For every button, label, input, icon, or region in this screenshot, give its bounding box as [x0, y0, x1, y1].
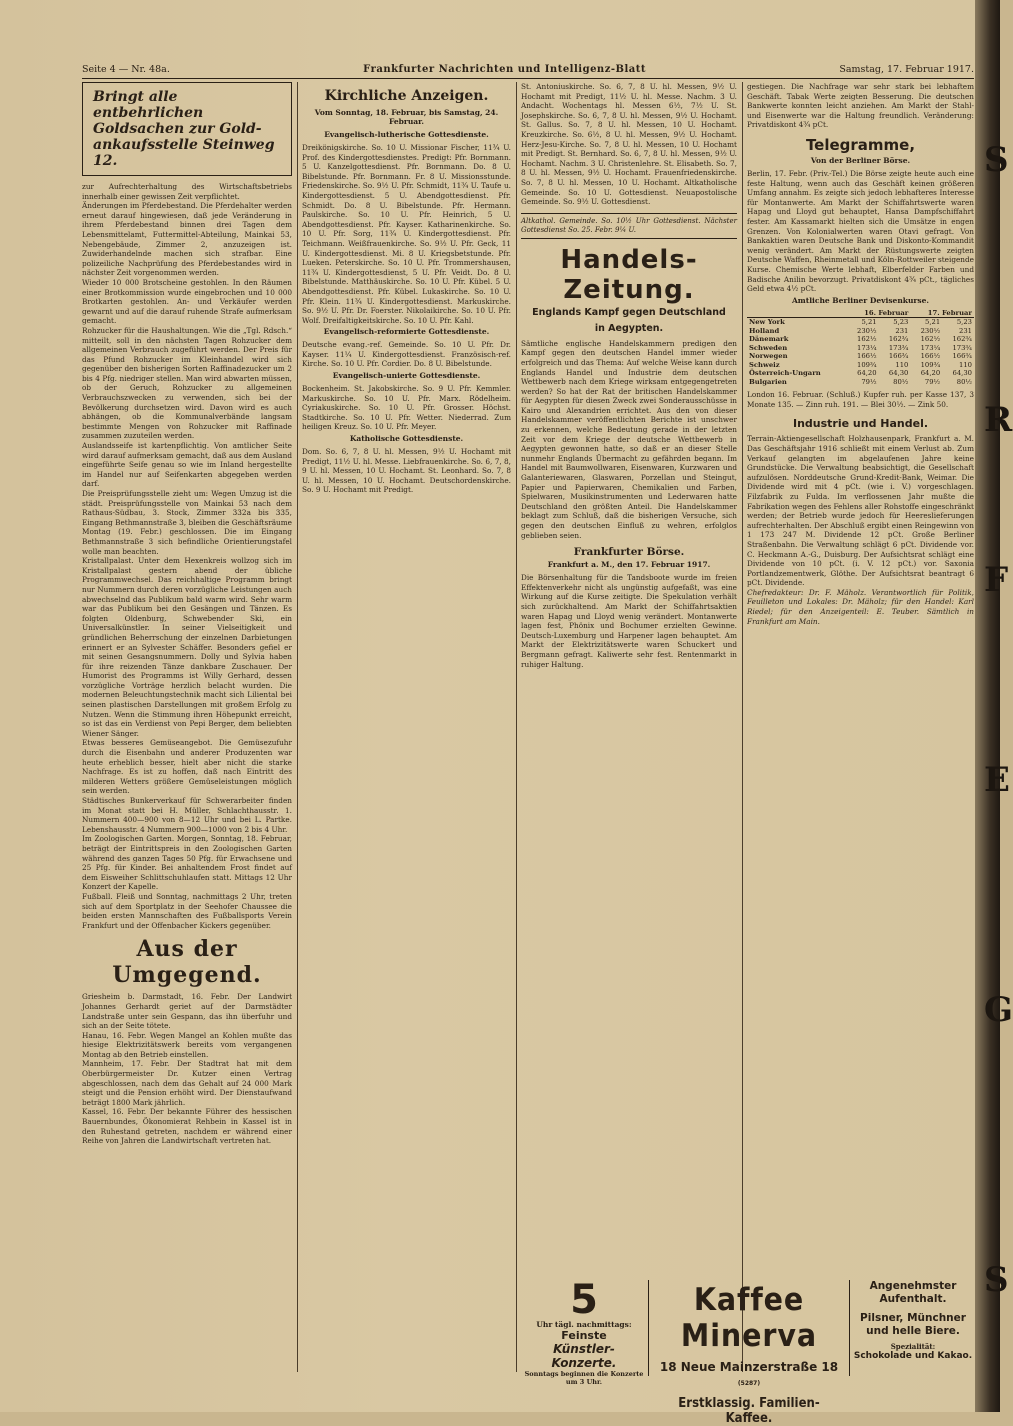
- section-title: Katholische Gottesdienste.: [349, 434, 464, 444]
- telegramme-subhead: Von der Berliner Börse.: [810, 155, 911, 165]
- table-cell: 231: [959, 326, 972, 335]
- impressum: Chefredakteur: Dr. F. Mäholz. Verantwortlich für Politik, Feuilleton und Lokales: Dr. Mäholz; für den Handel: Karl Riedel; für den Anzeigenteil: E. Teuber. Sämtlich in Frankfurt am Main.: [747, 587, 974, 626]
- table-cell: 166¾: [888, 352, 909, 361]
- article-text: Sämtliche englische Handelskammern predigen den Kampf gegen den deutschen Handel immer wieder erfolgreich und das Thema: Auf welche Weise kann durch Englands Handel und Industrie dem deutschen Wettbewerb nach dem Kriege wirksam entgegengetreten werden? So hat der Rat der britischen Handelskammer für Aegypten für diesen Zweck zwei Sonderausschüsse in Kairo und Alexandrien errichtet. Aus den von dieser Handelskammer veröffentlichten Berichte ist unschwer zu erkennen, welche Bedeutung gerade in der letzten Zeit vor dem Kriege der deutsche Wettbewerb in Aegypten gewonnen hatte, so daß er an dieser Stelle nunmehr Englands Übermacht zu gefährden begann. Im Handel mit Baumwollwaren, Eisenwaren, Kurzwaren und Galanteriewaren, Glaswaren, Porzellan und Steingut, Papier und Papierwaren, Chemikalien und Farben, Spielwaren, Musikinstrumenten und Lederwaren hatte Deutschland den größten Anteil. Die Handelskammer beklagt zum Schluß, daß die bisherigen Versuche, sich gegen den deutschen Einfluß zu wehren, erfolglos geblieben seien.: [521, 338, 737, 540]
- table-cell: Bulgarien: [749, 377, 787, 386]
- table-cell: 230½: [920, 326, 941, 335]
- church-notice: Altkathol. Gemeinde. So. 10½ Uhr Gottesdienst. Nächster Gottesdienst So. 25. Febr. 9¼ U.: [521, 213, 737, 239]
- table-header: 16. Februar: [847, 309, 911, 318]
- concert-ad: [524, 1277, 644, 1386]
- ad-line: Spezialität:: [890, 1342, 936, 1351]
- article-text: zur Aufrechterhaltung des Wirtschaftsbetriebs innerhalb einer gewissen Zeit verpflichtet.: [82, 182, 292, 201]
- table-cell: 162½: [920, 335, 941, 344]
- kurs-table-title: Amtliche Berliner Devisenkurse.: [791, 295, 929, 305]
- boerse-heading: Frankfurter Börse.: [573, 546, 685, 559]
- church-listing: Deutsche evang.-ref. Gemeinde. So. 10 U. Pfr. Dr. Kayser. 11¼ U. Kindergottesdienst. Französisch-ref. Kirche. So. 10 U. Pfr. Cordier. Do. 8 U. Bibelstunde.: [302, 340, 511, 369]
- edge-glyph: E: [984, 760, 1010, 800]
- edge-glyph: R: [984, 400, 1013, 440]
- article-text: Die Börsenhaltung für die Tandsboote wurde im freien Effektenverkehr nicht als ungünstig aufgefaßt, was eine Wirkung auf die Kurse zeitigte. Die Spekulation verhält sich zurückhaltend. Am Markt der Schiffahrtsaktien waren Hapag und Lloyd wenig verändert. Montanwerte lagen fest, Phönix und Bochumer erzielten Gewinne. Deutsch-Luxemburg und Harpener lagen behauptet. Am Markt der Elektrizitätswerte waren Schuckert und Bergmann gefragt. Kaliwerte sehr fest. Rentenmarkt in ruhiger Haltung.: [521, 573, 737, 669]
- gold-ad-line: Bringt alle entbehrlichen: [93, 89, 204, 121]
- concert-ad-sunday: Sonntags beginnen die Konzerte um 3 Uhr.: [524, 1370, 644, 1386]
- article-text: Fußball. Fleiß und Sonntag, nachmittags 2 Uhr, treten sich auf dem Sportplatz in der Seehofer Chaussee die beiden ersten Mannschaften des Fußballsports Verein Frankfurt und der Offenbacher Kickers gegenüber.: [82, 891, 292, 930]
- table-cell: 79½: [924, 377, 941, 386]
- table-row: [747, 344, 974, 353]
- edge-glyph: F: [984, 560, 1009, 600]
- table-cell: 231: [895, 326, 909, 335]
- concert-ad-number: 5: [570, 1277, 598, 1323]
- ad-code: (5287): [737, 1380, 761, 1387]
- article-text: Etwas besseres Gemüseangebot. Die Gemüsezufuhr durch die Eisenbahn und anderer Produzenten war heute erheblich besser, hielt aber nicht die starke Nachfrage. Es ist zu hoffen, daß nach Eintritt des milderen Wetters größere Gemüseleistungen möglich sein werden.: [82, 738, 292, 796]
- table-cell: Österreich-Ungarn: [749, 369, 821, 378]
- article-text: Die Preisprüfungsstelle zieht um: Wegen Umzug ist die städt. Preisprüfungsstelle von Mainkai 53 nach dem Rathaus-Südbau, 3. Stock, Zimmer 332a bis 335, Eingang Bethmannstraße 3, bleiben die Geschäftsräume Montag (19. Febr.) geschlossen. Die im Eingang Bethmannstraße 3 sich befindliche Orientierungstafel wolle man beachten.: [82, 489, 292, 556]
- cafe-address: 18 Neue Mainzerstraße 18: [659, 1360, 839, 1374]
- article-text: Mannheim, 17. Febr. Der Stadtrat hat mit dem Oberbürgermeister Dr. Kutzer einen Vertrag abgeschlossen, nach dem das Gehalt auf 24 000 Mark steigt und die Pension erhöht wird. Der Dienstaufwand beträgt 1800 Mark jährlich.: [82, 1059, 292, 1107]
- article-text: Berlin, 17. Febr. (Priv.-Tel.) Die Börse zeigte heute auch eine feste Haltung, wenn auch das Geschäft keinen größeren Umfang annahm. Es zeigte sich jedoch lebhafteres Interesse für Montanwerte. Am Markt der Schiffahrtswerte waren Hapag und Lloyd gut behauptet, Hansa Dampfschiffahrt fester. Am Kassamarkt hielten sich die Umsätze in engen Grenzen. Von Kolonialwerten waren Otavi gefragt. Von Bankaktien waren Deutsche Bank und Diskonto-Kommandit wenig verändert. Am Markt der Rüstungswerte zeigten Deutsche Waffen, Rheinmetall und Köln-Rottweiler steigende Kurse. Chemische Werte lebhaft, Elberfelder Farben und Badische Anilin bevorzugt. Privatdiskont 4¾ pCt., tägliches Geld etwa 4½ pCt.: [747, 168, 974, 294]
- column-1: [82, 82, 292, 1372]
- table-row: [747, 327, 974, 336]
- article-text: Terrain-Aktiengesellschaft Holzhausenpark, Frankfurt a. M. Das Geschäftsjahr 1916 schließt mit einem Verlust ab. Zum Verkauf gelangten im abgelaufenen Jahre keine Grundstücke. Die Verwaltung beabsichtigt, die Gesellschaft aufzulösen. Norddeutsche Grund-Kredit-Bank, Weimar. Die Dividende wird mit 4 pCt. (wie i. V.) vorgeschlagen. Filzfabrik zu Fulda. Im verflossenen Jahr mußte die Fabrikation wegen des Fehlens aller Rohstoffe eingeschränkt werden; der Betrieb wurde jedoch für Heereslieferungen aufrechterhalten. Der Abschluß ergibt einen Reingewinn von 1 173 247 M. Dividende 12 pCt. Große Berliner Straßenbahn. Die Verwaltung schlägt 6 pCt. Dividende vor. C. Heckmann A.-G., Duisburg. Der Aufsichtsrat schlägt eine Dividende von 10 pCt. (i. V. 12 pCt.) vor. Saxonia Portlandzementwerk, Glöthe. Der Aufsichtsrat beantragt 6 pCt. Dividende.: [747, 434, 974, 588]
- page-header: [82, 60, 974, 78]
- table-row: [747, 335, 974, 344]
- table-row: [747, 361, 974, 370]
- table-cell: 79½: [861, 377, 877, 386]
- table-cell: Schweden: [749, 343, 788, 352]
- table-cell: Schweiz: [749, 360, 780, 369]
- ad-line: Schokolade und Kakao.: [853, 1351, 973, 1361]
- table-header: [747, 309, 847, 318]
- section-title: Evangelisch-unierte Gottesdienste.: [332, 371, 481, 381]
- church-listing: Dreikönigskirche. So. 10 U. Missionar Fischer, 11¾ U. Prof. des Kindergottesdienstes. Predigt: Pfr. Bornmann. 5 U. Kanzelgottesdienst. Pfr. Bornmann. Do. 8 U. Bibelstunde. Pfr. Bornmann. Fr. 8 U. Missionsstunde. Friedenskirche. So. 9½ U. Pfr. Schmidt, 11¾ U. Taufe u. Kindergottesdienst. 5 U. Abendgottesdienst. Pfr. Schmidt. Do. 8 U. Bibelstunde. Pfr. Hermann. Paulskirche. So. 10 U. Pfr. Heinrich, 5 U. Abendgottesdienst. Pfr. Kayser. Katharinenkirche. So. 10 U. Pfr. Sorg, 11¾ U. Kindergottesdienst. Pfr. Teichmann. Weißfrauenkirche. So. 9½ U. Pfr. Geck, 11 U. Kindergottesdienst. Mi. 8 U. Kriegsbetstunde. Pfr. Lueken. Peterskirche. So. 10 U. Pfr. Trommershausen, 11¾ U. Kindergottesdienst, 5 U. Pfr. Veidt. Do. 8 U. Bibelstunde. Matthäuskirche. So. 10 U. Pfr. Kübel. 5 U. Abendgottesdienst. Pfr. Kübel. Lukaskirche. So. 10 U. Pfr. Klein. 11¾ U. Kindergottesdienst. Markuskirche. So. 9½ U. Pfr. Dr. Foerster. Nikolaikirche. So. 10 U. Pfr. Wolf. Dreifaltigkeitskirche. So. 10 U. Pfr. Kahl.: [302, 143, 511, 325]
- cafe-amenities-ad: [852, 1280, 974, 1376]
- table-cell: 166¾: [952, 352, 972, 361]
- church-listing: Dom. So. 6, 7, 8 U. hl. Messen, 9½ U. Hochamt mit Predigt, 11½ U. hl. Messe. Liebfrauenkirche. So. 6, 7, 8, 9 U. hl. Messen, 10 U. Hochamt. St. Leonhard. So. 7, 8 U. hl. Messen, 10 U. Hochamt. Deutschordenskirche. So. 9 U. Hochamt mit Predigt.: [302, 447, 511, 495]
- article-text: gestiegen. Die Nachfrage war sehr stark bei lebhaftem Geschäft. Tabak Werte zeigten Besserung. Die deutschen Bankwerte konnten leicht anziehen. Am Markt der Stahl- und Eisenwerte war die Haltung freundlich. Veränderung: Privatdiskont 4¾ pCt.: [747, 82, 974, 130]
- table-cell: 5,23: [956, 318, 972, 327]
- section-title: Evangelisch-reformierte Gottesdienste.: [323, 327, 490, 337]
- gold-ad-line: ankaufsstelle Steinweg 12.: [93, 137, 275, 169]
- issue-date: Samstag, 17. Februar 1917.: [839, 63, 974, 75]
- column-4: [747, 82, 974, 1274]
- industrie-heading: Industrie und Handel.: [792, 417, 929, 431]
- table-cell: 64,30: [888, 369, 909, 378]
- table-row: [747, 318, 974, 327]
- article-text: Auslandsseife ist kartenpflichtig. Von amtlicher Seite wird darauf aufmerksam gemacht, daß aus dem Ausland eingeführte Seife genau so wie im Inland hergestellte im Handel nur auf Seifenkarten abgegeben werden darf.: [82, 441, 292, 489]
- concert-ad-feinste: Feinste: [561, 1329, 607, 1342]
- edge-glyph: G: [984, 990, 1013, 1030]
- concert-ad-title: Künstler-Konzerte.: [551, 1342, 617, 1370]
- table-cell: 5,21: [925, 318, 941, 327]
- table-cell: 80½: [893, 377, 909, 386]
- table-cell: Holland: [749, 326, 780, 335]
- column-3: [521, 82, 737, 1274]
- table-cell: 5,21: [861, 318, 877, 327]
- table-cell: 162½: [857, 335, 877, 344]
- exchange-rate-table: [747, 309, 974, 387]
- table-cell: 230½: [857, 326, 877, 335]
- ad-line: Aufenthalt.: [879, 1293, 947, 1305]
- table-cell: 173¾: [952, 343, 972, 352]
- table-cell: 110: [959, 360, 972, 369]
- ad-line: und helle Biere.: [866, 1325, 960, 1337]
- article-text: Städtisches Bunkerverkauf für Schwerarbeiter finden im Monat statt bei H. Müller, Schlachthausstr. 1. Nummern 400—900 von 8—12 Uhr und bei L. Partke. Lebenshausstr. 4 Nummern 900—1000 von 2 bis 4 Uhr.: [82, 796, 292, 834]
- table-cell: Dänemark: [749, 335, 789, 344]
- table-cell: 173¼: [857, 343, 877, 352]
- table-cell: New York: [749, 318, 785, 327]
- table-cell: 64,20: [857, 369, 877, 378]
- church-listing: St. Antoniuskirche. So. 6, 7, 8 U. hl. Messen, 9½ U. Hochamt mit Predigt, 11½ U. hl. Messe. Nachm. 3 U. Andacht. Wochentags hl. Messen 6½, 7½ U. St. Josephskirche. So. 6, 7, 8 U. hl. Messen, 9½ U. Hochamt. St. Gallus. So. 7, 8 U. hl. Messen, 10 U. Hochamt. Kreuzkirche. So. 6½, 8 U. hl. Messen, 9½ U. Hochamt. Herz-Jesu-Kirche. So. 7, 8 U. hl. Messen, 10 U. Hochamt mit Predigt. St. Bernhard. So. 6, 7, 8 U. hl. Messen, 9½ U. Hochamt. Nachm. 3 U. Christenlehre. St. Elisabeth. So. 7, 8 U. hl. Messen, 9½ U. Hochamt. Frauenfriedenskirche. So. 7, 8 U. hl. Messen, 10 U. Hochamt. Altkatholische Gemeinde. So. 10 U. Gottesdienst. Neuapostolische Gemeinde. So. 9½ U. Gottesdienst.: [521, 82, 737, 207]
- cafe-tagline: Erstklassig. Familien-Kaffee.: [678, 1396, 820, 1426]
- table-cell: 162¾: [952, 335, 972, 344]
- concert-ad-time: Uhr tägl. nachmittags:: [536, 1320, 632, 1329]
- cafe-name: Kaffee Minerva: [680, 1282, 818, 1354]
- table-row: [747, 369, 974, 378]
- table-cell: 109¾: [920, 360, 941, 369]
- ad-line: Pilsner, Münchner: [860, 1312, 966, 1324]
- article-text: Rohzucker für die Haushaltungen. Wie die „Tgl. Rdsch.“ mitteilt, soll in den nächsten Tagen Rohzucker dem allgemeinen Verbrauch zugeführt werden. Der Preis für das Pfund Rohzucker im Kleinhandel wird sich gegenüber den bisherigen Sorten Raffinadezucker um 2 bis 4 Pfg. niedriger stellen. Man wird abwarten müssen, ob der Geruch, Rohzucker zu allgemeinen Verbrauchszwecken zu verwenden, sich bei der Bevölkerung durchsetzen wird. Davon wird es auch abhängen, ob die Kommunalverbände langsam bestimmte Mengen von Rohzucker mit Raffinade zusammen zuzuteilen werden.: [82, 325, 292, 441]
- gold-ad-line: Goldsachen zur Gold-: [93, 121, 262, 137]
- table-row: [747, 378, 974, 387]
- header-rule: [82, 78, 974, 79]
- article-subtitle: in Aegypten.: [594, 322, 664, 334]
- section-title: Evangelisch-lutherische Gottesdienste.: [324, 130, 489, 139]
- table-header: 17. Februar: [910, 309, 974, 318]
- article-text: Änderungen im Pferdebestand. Die Pferdehalter werden erneut darauf hingewiesen, daß jede Veränderung in ihrem Pferdebestand binnen drei Tagen dem Lebensmittelamt, Futtermittel-Abteilung, Mainkai 53, Nebengebäude, Zimmer 2, anzuzeigen ist. Zuwiderhandelnde machen sich strafbar. Eine polizeiliche Nachprüfung des Pferdebestandes wird in nächster Zeit vorgenommen werden.: [82, 201, 292, 278]
- article-subtitle: Englands Kampf gegen Deutschland: [532, 306, 726, 318]
- gold-ad: [82, 82, 292, 176]
- column-divider: [516, 82, 517, 1372]
- church-subhead: Vom Sonntag, 18. Februar, bis Samstag, 24. Februar.: [314, 108, 499, 126]
- table-cell: 166½: [920, 352, 941, 361]
- article-text: London 16. Februar. (Schluß.) Kupfer ruh. per Kasse 137, 3 Monate 135. — Zinn ruh. 191. — Blei 30½. — Zink 50.: [747, 390, 974, 409]
- umgegend-heading: Aus der Umgegend.: [112, 936, 262, 989]
- table-cell: 109¾: [857, 360, 877, 369]
- church-heading: Kirchliche Anzeigen.: [324, 88, 489, 104]
- ad-line: Angenehmster: [869, 1280, 957, 1292]
- edge-glyph: S: [984, 1260, 1009, 1300]
- column-2: [302, 82, 511, 1372]
- table-cell: 64,30: [952, 369, 972, 378]
- table-cell: 80½: [956, 377, 972, 386]
- table-cell: 173¼: [920, 343, 941, 352]
- article-text: Hanau, 16. Febr. Wegen Mangel an Kohlen mußte das hiesige Elektrizitätswerk bereits vom vergangenen Montag ab den Betrieb einstellen.: [82, 1030, 292, 1059]
- table-cell: 162¾: [888, 335, 909, 344]
- article-text: Kristallpalast. Unter dem Hexenkreis wollzog sich im Kristallpalast gestern abend der übliche Programmwechsel. Das reichhaltige Programm bringt nur Nummern durch deren vorzügliche Leistungen auch abwechselnd das Publikum bald warm wird. Sehr warm war das Publikum bei den Gesängen und Tänzen. Es folgten Oldenburg, Schwebender Ski, ein Universalkünstler. In seiner Vielseitigkeit und gründlichen Beherrschung der einzelnen Darbietungen erinnert er an Sylvester Schäffer. Besonders gefiel er mit seinen Gesangsnummern. Dolly und Sylvia haben für ihre reizenden Tänze dankbare Zuschauer. Der Humorist des Programms ist Willy Gerhard, dessen vorzügliche Vorträge herzlich belacht wurden. Die modernen Beleuchtungstechnik macht sich Liliental bei seinen plastischen Darstellungen mit großem Erfolg zu Nutzen. Wenn die Stimmung ihren Höhepunkt erreicht, so ist das ein Verdienst von Pepi Berger, dem beliebten Wiener Sänger.: [82, 556, 292, 738]
- page-number: Seite 4 — Nr. 48a.: [82, 63, 170, 75]
- table-cell: 5,23: [893, 318, 909, 327]
- table-cell: 110: [895, 360, 909, 369]
- table-cell: 166½: [857, 352, 877, 361]
- telegramme-heading: Telegramme,: [805, 135, 916, 154]
- church-listing: Bockenheim. St. Jakobskirche. So. 9 U. Pfr. Kemmler. Markuskirche. So. 10 U. Pfr. Marx. Rödelheim. Cyriakuskirche. So. 10 U. Pfr. Grosser. Höchst. Stadtkirche. So. 10 U. Pfr. Wetter. Niederrad. Zum heiligen Kreuz. So. 10 U. Pfr. Meyer.: [302, 384, 511, 432]
- table-cell: 64,20: [920, 369, 941, 378]
- article-text: Kassel, 16. Febr. Der bekannte Führer des hessischen Bauernbundes, Ökonomierat Rehbein in Kassel ist in den Ruhestand getreten, nachdem er während einer Reihe von Jahren die Landwirtschaft vertreten hat.: [82, 1107, 292, 1146]
- adjacent-page-edge: [975, 0, 1000, 1412]
- column-divider: [297, 82, 298, 1372]
- article-text: Im Zoologischen Garten. Morgen, Sonntag, 18. Februar, beträgt der Eintrittspreis in den Zoologischen Garten während des ganzen Tages 50 Pfg. für Erwachsene und 25 Pfg. für Kinder. Bei anhaltendem Frost findet auf dem Eisweiher Schlittschuhlaufen statt. Mittags 12 Uhr Konzert der Kapelle.: [82, 834, 292, 892]
- table-cell: Norwegen: [749, 352, 788, 361]
- boerse-date: Frankfurt a. M., den 17. Februar 1917.: [547, 560, 711, 570]
- handels-zeitung-heading: Handels-Zeitung.: [560, 244, 698, 305]
- masthead: Frankfurter Nachrichten und Intelligenz-Blatt: [363, 63, 647, 75]
- table-cell: 173¾: [888, 343, 909, 352]
- column-divider: [742, 82, 743, 1372]
- article-text: Griesheim b. Darmstadt, 16. Febr. Der Landwirt Johannes Gerhardt geriet auf der Darmstädter Landstraße unter sein Gespann, das ihn überfuhr und sich an der Seite tötete.: [82, 992, 292, 1031]
- article-text: Wieder 10 000 Brotscheine gestohlen. In den Räumen einer Brotkommission wurde eingebrochen und 10 000 Brotkarten gestohlen. An- und Verkäufer werden gewarnt und auf die darauf ruhende Strafe aufmerksam gemacht.: [82, 277, 292, 326]
- edge-glyph: S: [984, 140, 1009, 180]
- kaffee-minerva-ad: [648, 1280, 850, 1426]
- table-row: [747, 352, 974, 361]
